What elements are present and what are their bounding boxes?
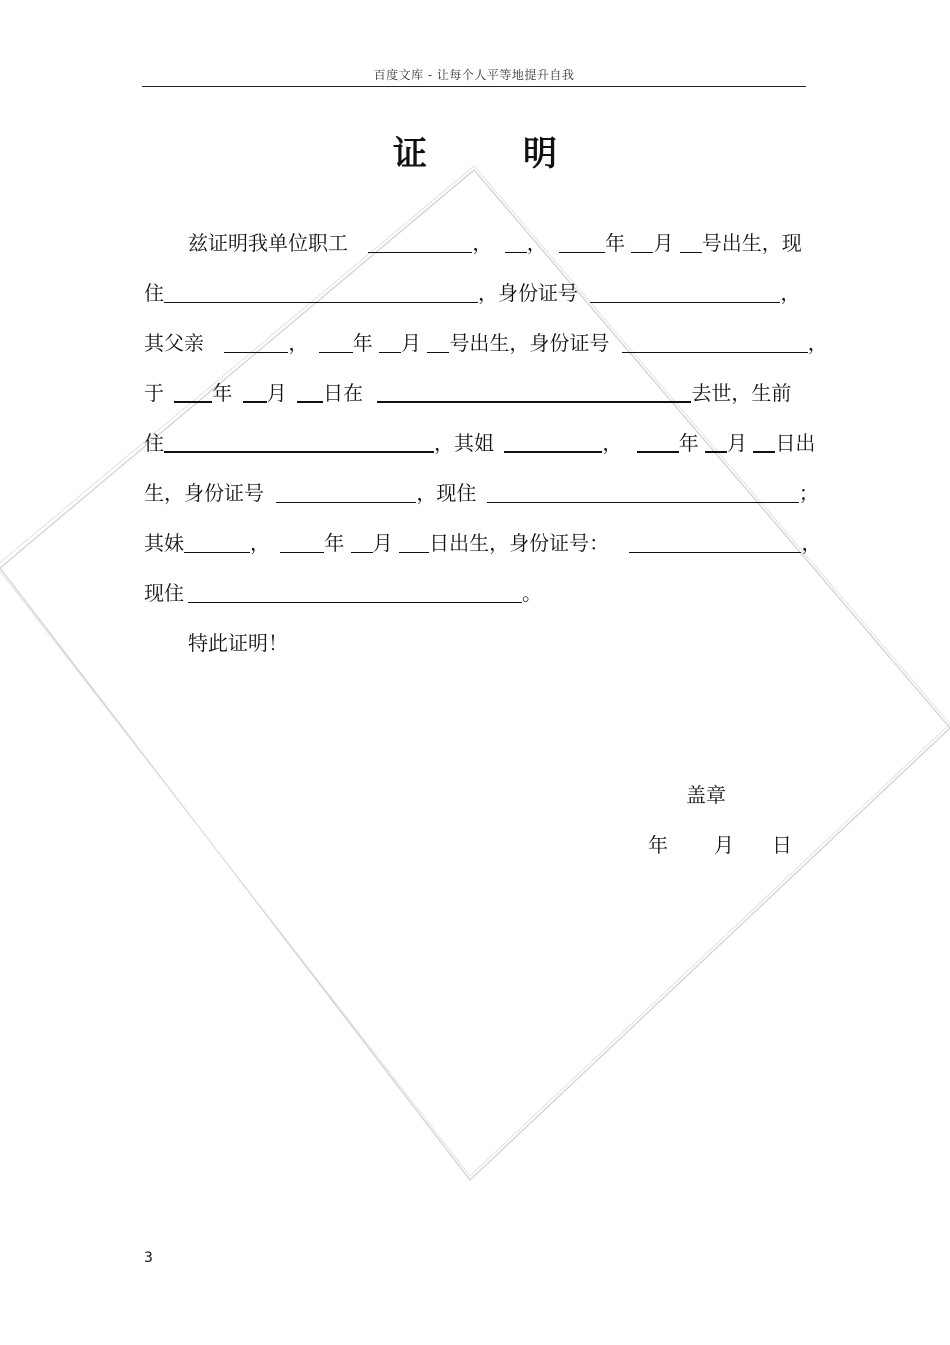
date-day-label: 日 — [772, 833, 792, 857]
death-place-field[interactable] — [377, 381, 691, 403]
employee-address-field[interactable] — [164, 282, 478, 303]
body-line-5 — [144, 428, 816, 458]
younger-sister-birth-day-field[interactable] — [399, 532, 429, 553]
text-fragment: ， — [807, 331, 828, 355]
page-header: 百度文库 - 让每个人平等地提升自我 — [373, 68, 575, 82]
father-former-address-field[interactable] — [164, 431, 434, 453]
text-fragment: 日在 — [323, 381, 364, 405]
text-fragment: 月 — [266, 381, 287, 405]
text-fragment: ，其姐 — [434, 431, 494, 455]
text-fragment: 生，身份证号 — [144, 481, 264, 505]
father-birth-month-field[interactable] — [379, 332, 401, 353]
younger-sister-id-field[interactable] — [629, 532, 801, 553]
text-fragment: 月 — [372, 531, 393, 555]
body-line-9 — [144, 628, 804, 658]
signature-date — [648, 829, 792, 858]
text-fragment: 年 — [605, 231, 626, 255]
text-fragment: 月 — [727, 431, 748, 455]
text-fragment: 年 — [324, 531, 345, 555]
father-id-field[interactable] — [622, 332, 808, 353]
text-fragment: ， — [602, 431, 623, 455]
body-line-6 — [144, 478, 819, 508]
text-fragment: 住 — [144, 431, 164, 455]
text-fragment: 号出生，身份证号 — [449, 331, 610, 355]
younger-sister-birth-year-field[interactable] — [280, 532, 324, 553]
body-line-3 — [144, 328, 828, 358]
title-char-2: 明 — [523, 134, 557, 174]
text-fragment: 年 — [352, 331, 373, 355]
text-fragment: 兹证明我单位职工 — [188, 231, 348, 255]
father-birth-day-field[interactable] — [427, 332, 449, 353]
text-fragment: ，身份证号 — [478, 281, 578, 305]
employee-gender-field[interactable] — [505, 232, 527, 253]
text-fragment: ； — [798, 481, 819, 505]
text-fragment: 日出 — [775, 431, 816, 455]
page-number: 3 — [144, 1250, 153, 1266]
text-fragment: ， — [526, 231, 547, 255]
younger-sister-name-field[interactable] — [184, 532, 250, 553]
body-line-2 — [144, 278, 804, 308]
text-fragment: 月 — [653, 231, 674, 255]
younger-sister-address-field[interactable] — [188, 582, 522, 603]
text-fragment: 年 — [212, 381, 233, 405]
text-fragment: 其父亲 — [144, 331, 204, 355]
text-fragment: 。 — [522, 581, 542, 605]
younger-sister-birth-month-field[interactable] — [351, 532, 373, 553]
sister-birth-year-field[interactable] — [637, 431, 679, 453]
text-fragment: 于 — [144, 381, 164, 405]
death-year-field[interactable] — [174, 381, 212, 403]
birth-day-field[interactable] — [680, 232, 702, 253]
title-char-1: 证 — [393, 134, 427, 174]
text-fragment: ， — [472, 231, 493, 255]
father-birth-year-field[interactable] — [319, 332, 353, 353]
header-rule — [142, 86, 806, 87]
body-line-8 — [144, 578, 804, 608]
text-fragment: 住 — [144, 281, 164, 305]
text-fragment: ， — [801, 531, 822, 555]
employee-name-field[interactable] — [368, 232, 472, 253]
father-name-field[interactable] — [224, 332, 288, 353]
sister-id-field[interactable] — [276, 482, 416, 503]
date-year-label: 年 — [648, 833, 668, 857]
text-fragment: ，现住 — [416, 481, 477, 505]
closing-statement: 特此证明！ — [188, 631, 288, 655]
employee-id-field[interactable] — [590, 282, 780, 303]
text-fragment: ， — [250, 531, 270, 555]
text-fragment: 去世，生前 — [691, 381, 792, 405]
sister-address-field[interactable] — [487, 482, 799, 503]
body-line-1 — [144, 228, 804, 258]
text-fragment: 现住 — [144, 581, 184, 605]
text-fragment: 其妹 — [144, 531, 184, 555]
text-fragment: 月 — [401, 331, 422, 355]
text-fragment: 号出生，现 — [701, 231, 802, 255]
death-day-field[interactable] — [297, 381, 323, 403]
text-fragment: 日出生，身份证号： — [429, 531, 610, 555]
sister-birth-day-field[interactable] — [753, 431, 775, 453]
date-month-label: 月 — [714, 833, 734, 857]
sister-name-field[interactable] — [504, 431, 602, 453]
sister-birth-month-field[interactable] — [705, 431, 727, 453]
body-line-7 — [144, 528, 822, 558]
text-fragment: ， — [288, 331, 309, 355]
death-month-field[interactable] — [243, 381, 267, 403]
text-fragment: ， — [780, 281, 801, 305]
birth-month-field[interactable] — [631, 232, 653, 253]
text-fragment: 年 — [678, 431, 699, 455]
document-title — [0, 126, 950, 175]
body-line-4 — [144, 378, 804, 408]
seal-label: 盖章 — [686, 783, 726, 807]
birth-year-field[interactable] — [559, 232, 605, 253]
